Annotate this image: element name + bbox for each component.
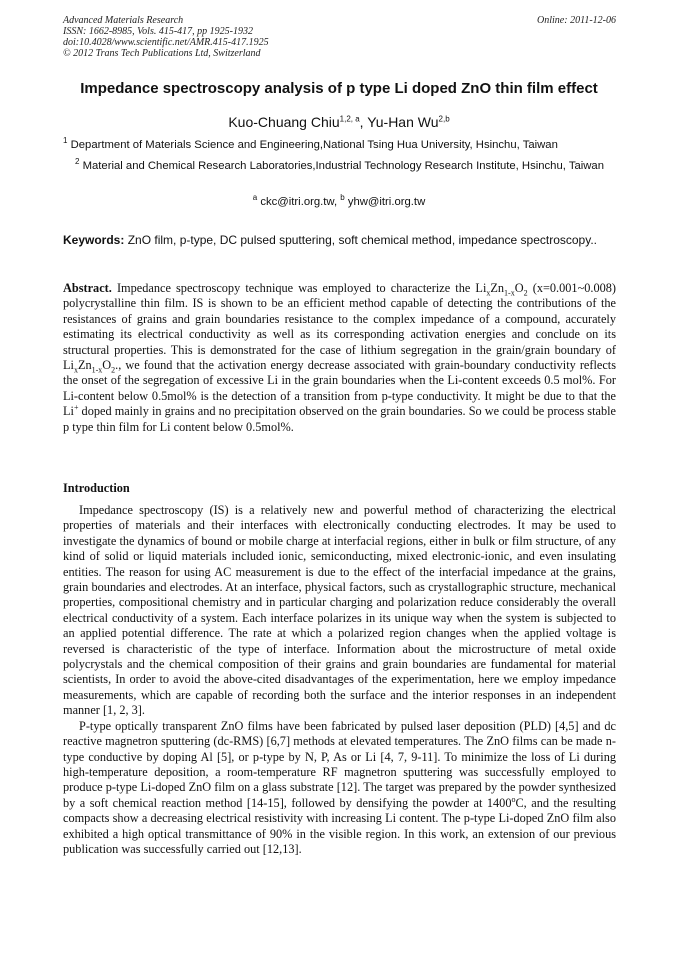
affiliation-1-text: Department of Materials Science and Engineering,National Tsing Hua University, Hsinchu, Taiwan — [67, 139, 558, 151]
keywords-text: ZnO film, p-type, DC pulsed sputtering, soft chemical method, impedance spectroscopy.. — [124, 233, 598, 247]
introduction-heading: Introduction — [63, 481, 130, 495]
formula-subscript: 1-x — [91, 365, 103, 375]
email-b: yhw@itri.org.tw — [344, 196, 426, 208]
affiliation-2 — [63, 159, 616, 174]
abstract-text-4: doped mainly in grains and no precipitation observed on the grain boundaries. So we could be process stable p type thin film for Li content below 0.5mol%. — [63, 404, 616, 434]
abstract-text-3: ., we found that the activation energy decrease associated with grain-boundary conductivity reflects the onset of the segregation of excessive Li in the grain boundaries when the Li-content exceeds 0.5 mol%. For Li-content below 0.5mol% is the detection of a transition from p-type conductivity. It might be due to that the Li — [63, 358, 616, 419]
degree-superscript: o — [511, 794, 516, 804]
keywords-label: Keywords: — [63, 233, 125, 247]
abstract — [63, 281, 616, 435]
abstract-label: Abstract. — [63, 281, 112, 295]
keywords — [63, 233, 616, 247]
formula-subscript: 1-x — [504, 288, 515, 298]
formula-subscript: 2 — [111, 365, 116, 375]
introduction-paragraph-1: Impedance spectroscopy (IS) is a relatively new and powerful method of characterizing the electrical properties of materials and their interfaces with electronically conducting electrodes. It may be used to investigate the dynamics of bound or mobile charge at interfacial regions, either in bulk or film structure, of any kind of solid or liquid materials included ionic, semiconducting, mixed electronic-ionic, and even insulating entities. The reason for using AC measurement is due to the effect of the interfacial impedance at the grains, grain boundaries and electrodes. At an interface, physical factors, such as crystallographic structure, mechanical properties, compositional chemistry and in particular charging and polarization reduce considerably the overall electrical conductivity of a system. Each interface polarizes in its unique way when the system is subjected to an applied potential difference. The rate at which a polarized region changes when the applied voltage is reversed is characteristic of the type of interface. Information about the microstructure of metal oxide polycrystals and the chemical composition of their grains and grain boundaries are fundamental for material scientists, In order to avoid the above-cited disadvantages of the experimentation, here we employ impedance measurements, which are capable of recording both the surface and the interior responses in an independent manner [1, 2, 3]. — [63, 503, 616, 718]
introduction-paragraph-2 — [63, 719, 616, 858]
introduction-body — [63, 503, 616, 857]
copyright-line: © 2012 Trans Tech Publications Ltd, Switzerland — [63, 48, 261, 59]
paper-title: Impedance spectroscopy analysis of p type Li doped ZnO thin film effect — [80, 80, 598, 97]
formula-text: Zn — [490, 281, 505, 295]
author-1: Kuo-Chuang Chiu — [228, 114, 340, 130]
author-1-affiliation-marker: 1,2, a — [339, 114, 360, 124]
journal-header — [63, 15, 616, 59]
formula-text: O — [102, 358, 112, 373]
email-a-marker: a — [252, 193, 258, 203]
affiliation-2-number: 2 — [75, 157, 80, 167]
author-separator: , — [359, 114, 368, 130]
formula-text: O — [514, 281, 524, 295]
ion-charge-superscript: + — [73, 403, 79, 413]
abstract-text-2: (x=0.001~0.008) polycrystalline thin film. IS is shown to be an efficient method capable of detecting the contributions of the resistances of grains and grain boundaries resistance to the complex impedance of a compound, accurately estimating its electrical conductivity as well as its corresponding activation energies and conclude on its structural properties. This is demonstrated for the case of lithium segregation in the grain/grain boundary of Li — [63, 281, 616, 373]
abstract-text-1: Impedance spectroscopy technique was employed to characterize the Li — [111, 281, 487, 295]
affiliation-2-text: Material and Chemical Research Laboratories,Industrial Technology Research Institute, Hsinchu, Taiwan — [79, 160, 604, 172]
online-date: Online: 2011-12-06 — [537, 15, 616, 26]
author-2: Yu-Han Wu — [367, 114, 439, 130]
doi-line: doi:10.4028/www.scientific.net/AMR.415-417.1925 — [63, 37, 269, 48]
formula-text: Zn — [77, 358, 92, 373]
issn-line: ISSN: 1662-8985, Vols. 415-417, pp 1925-1932 — [63, 26, 253, 37]
email-line — [50, 195, 628, 209]
journal-name: Advanced Materials Research — [63, 15, 184, 26]
affiliation-1 — [63, 138, 616, 153]
affiliation-1-number: 1 — [63, 136, 68, 146]
formula-subscript: x — [73, 365, 78, 375]
email-b-marker: b — [340, 193, 345, 203]
formula-subscript: x — [486, 288, 491, 298]
paragraph-2-text-b: C, and the resulting compacts show a decreasing electrical resistivity with increasing Li content. The p-type Li-doped ZnO film also exhibited a high optical transmittance of 90% in the visible region. In this work, an extension of our previous publication was successfully carried out [12,13]. — [63, 795, 616, 856]
formula-subscript: 2 — [523, 288, 528, 298]
author-line — [50, 113, 628, 131]
author-2-affiliation-marker: 2,b — [438, 114, 450, 124]
email-a: ckc@itri.org.tw, — [257, 196, 341, 208]
paragraph-2-text-a: P-type optically transparent ZnO films have been fabricated by pulsed laser deposition (PLD) [4,5] and dc reactive magnetron sputtering (dc-RMS) [6,7] methods at elevated temperatures. The ZnO films can be made n-type conductive by doping Al [5], or p-type by N, P, As or Li [4, 7, 9-11]. To minimize the loss of Li during high-temperature deposition, a room-temperature RF magnetron sputtering was successfully employed to produce p-type Li-doped ZnO film on a glass substrate [12]. The target was prepared by the powder synthesized by a soft chemical reaction method [14-15], followed by densifying the powder at 1400 — [63, 718, 616, 810]
